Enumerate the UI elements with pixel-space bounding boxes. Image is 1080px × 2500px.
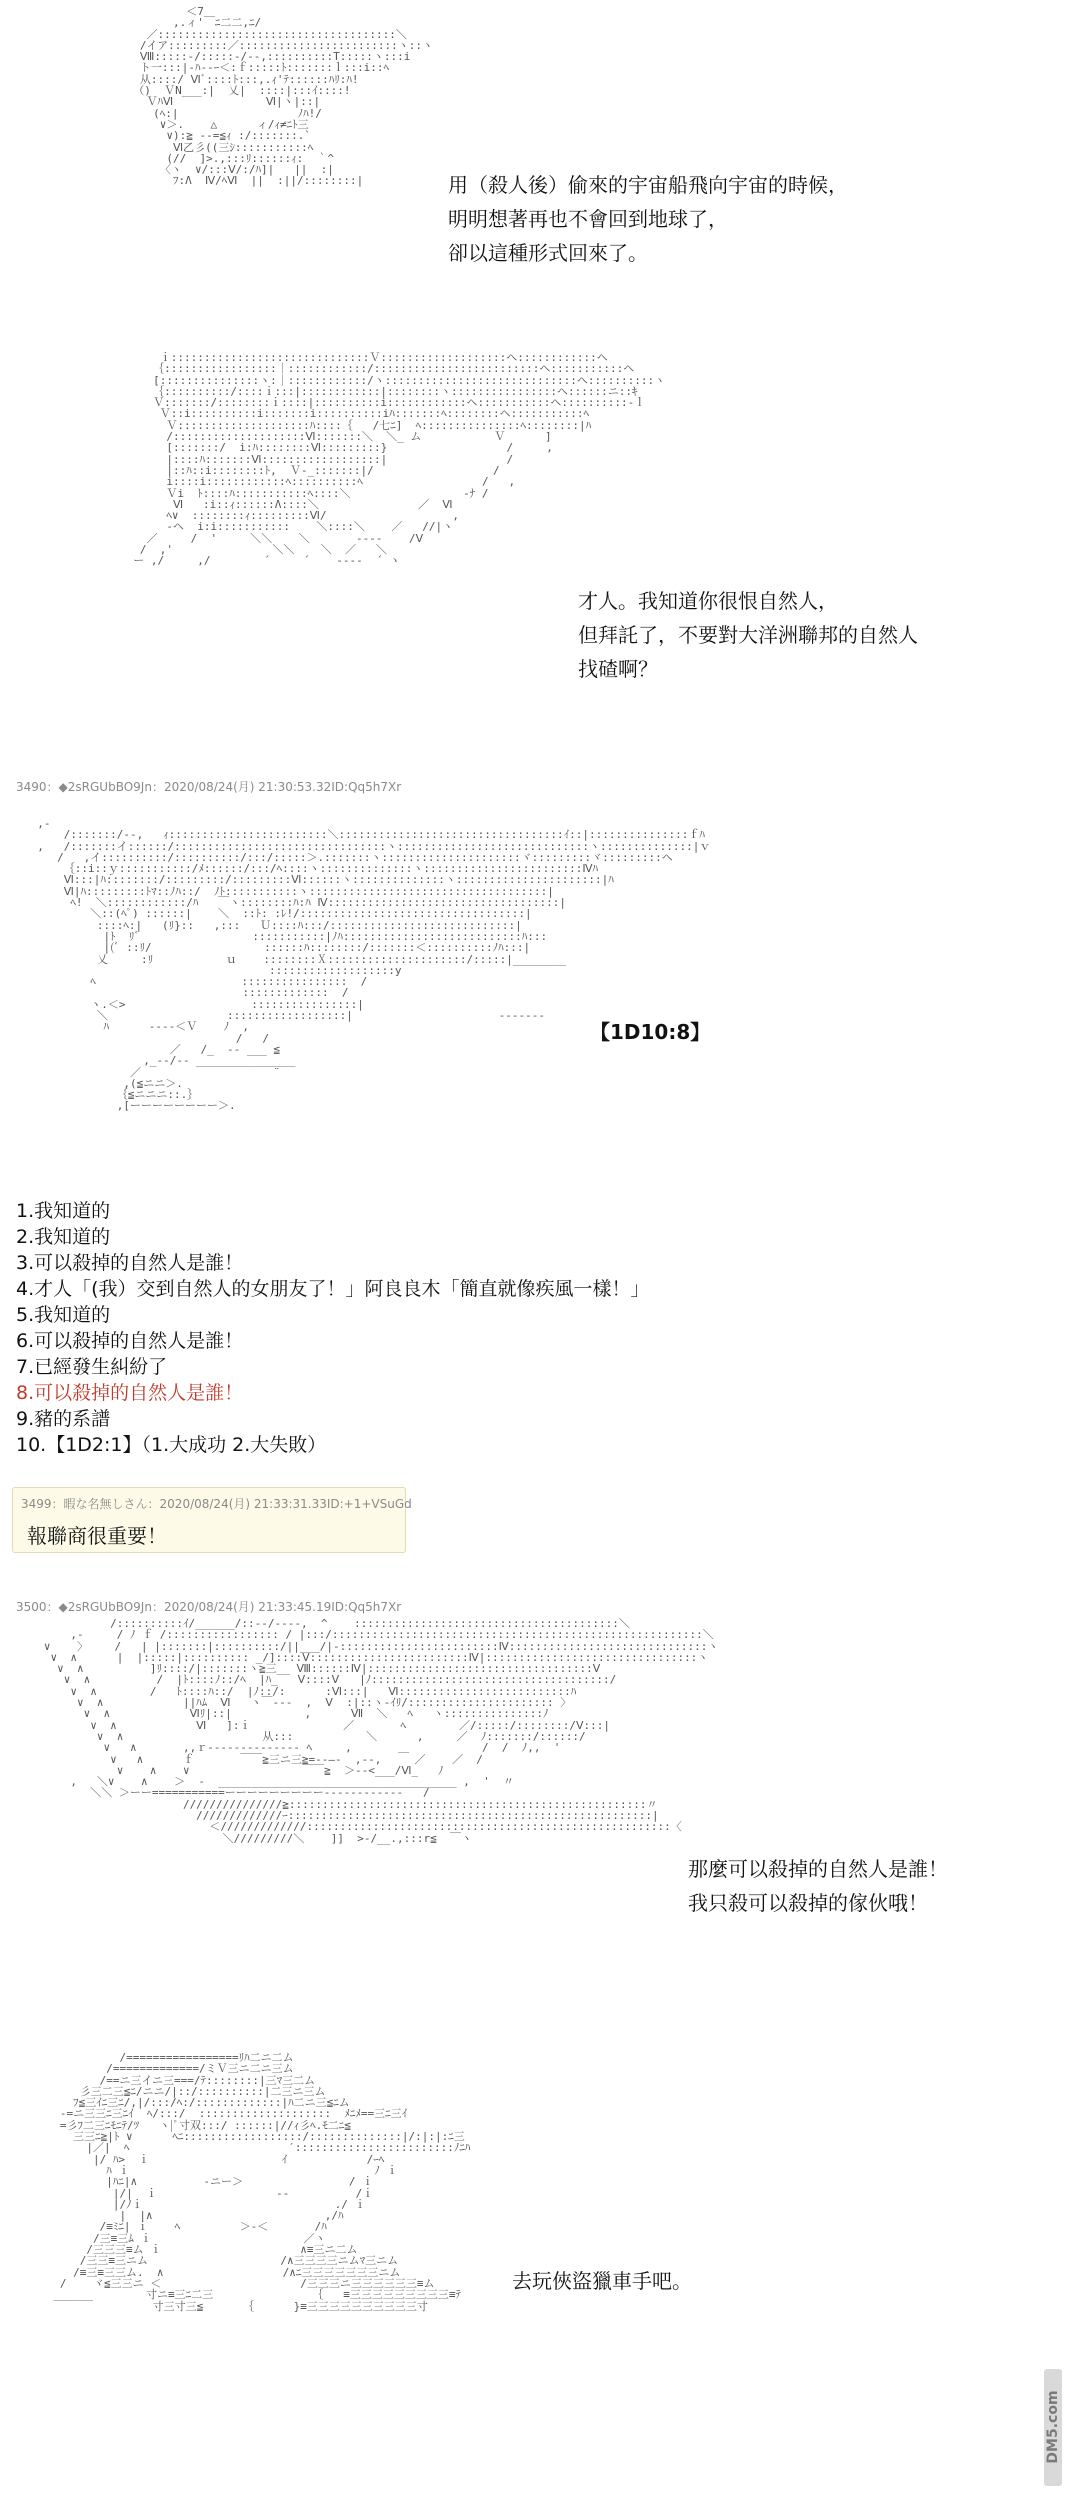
dm5-watermark-logo — [1038, 2365, 1068, 2490]
ascii-art-2: ｉ::::::::::::::::::::::::::::::Ｖ:::::::::::::::::::ヘ::::::::::::ヘ ｛:::::::::::::::::｜::::::::::::/:::::::::::::::::::::::::ヘ:::::::::::ヘ [:::::::::::::::ヽ:｜::::::::::::/ヽ:::::::::::::::::::::::::::::ヘ::::::::::ヽ ｛::::::::::/::::ｉ:::|::::::::::::|::::::::ヽ::::::::::::::::ヘ::::::ニ::ｷ Ｖ:::::::/::::::::ｉ::::|::::::::::i::::::::::::ヘ:::::::::::ヘ::::::::::-ｌ Ｖ::i::::::::::i:::::::i::::::::::iﾊ:::::::ﾍ::::::::ヘ:::::::::::ﾍ Ｖ::::::::::::::::::::ﾊ::::｛ /七ﾆ] ﾍ:::::::::::::::ﾍ::::::::|ﾊ /::::::::::::::::::::Ⅵ:::::::＼ ＼_ ム Ｖ ] [:::::::/ i:ﾊ::::::::Ⅵ:::::::::} / , |::::ﾊ:::::::Ⅵ::::::::::::::::::| / |::ﾊ::i::::::::ﾄ, Ｖ-_:::::::|/ / i::::i::::::::::::ﾍ::::::::::ﾍ / , Ｖi ﾄ::::ﾊ:::::::::::ﾍ::::＼ -ﾅ / Ⅵ :i::ｨ::::::Λ::::＼ ／ Ⅵ ﾍ∨ ::::::::ｨ:::::::::Ⅵ/ , -ヘ i:i::::::::::: ＼::::＼ ／ //|ヽ ／ / ' ＼＼ ＼ ---- /Ⅴ / ,' ＼＼ ＼ ／ ＼ ー ,/ ,/ ´ ´ ‐‐-- ´ ヽ — [133, 351, 666, 568]
ascii-art-1: ＜7 ,.ィ'￣ﾆ二二,ﾆ/ ／::::::::::::::::::::::::::::::::::::＼ /イア:::::::::／::::::::::::::::::::::::ヽ::ヽ Ⅷ:::::-/:::::-/--,::::::::::T:::::ヽ:::i ト一:::|-ﾊ--ｰ＜:ｆ:::::ﾄ:::::::ｌ:::i::ﾍ 从::::/ Ⅵﾞ::::ﾄ:::,.ｨ'ﾃ::::::ﾊﾘ:ﾊ! （) ＶN___:| 乂| ::::|:::ｲ::::! ＶﾊⅥ Ⅵ|ヽ|::| (ﾍ:| ﾉﾊ!/ ∨＞. △ ィ/ｨ≠ﾆﾄ三 ∨):≧ ‐‐=≦ｨ :/:::::::.` Ⅵ乙彡((三ｼ:::::::::::ﾍ (// ]>.,:::ﾘ::::::ｨ: ｀^ 〈ヽ ∨/:::Ⅴ/:/ﾊ]| || :| ﾌ:Λ Ⅳ/ﾍⅥ || :||/::::::::| — [133, 5, 433, 188]
speech-line: 去玩俠盜獵車手吧。 — [512, 2269, 692, 2293]
ascii-art-4: /::::::::::ｲ/______/::--/----, ^ ::::::::::::::::::::::::::::::::::::::::＼ ,- / ﾉ ｆ /::::::::::::::::: / |:::/::::::::::::::::::::::::::::::::::::::::::::::::::::::::＼ ∨ 〉 / | |:::::::|::::::::::/||___/|-::::::::::::::::::::::::Ⅳ::::::::::::::::::::::::::::::ヽ ∨ ∧ | |:::::|:::::::::: _/]::::Ⅴ::::::::::::::::::::::::Ⅳ|::::::::::::::::::::::::::::::::ヽ ∨ ∧ ]ﾘ::::/|:::::::ヽ≧三__ Ⅷ::::::Ⅳ|::::::::::::::::::::::::::::::::::Ⅴ ∨ ∧ / |ﾄ::::ﾉ::/ﾍ |ﾊ_ Ⅴ::::Ⅴ |ﾉ::::::::::::::::::::::::::::::::::::/ ∨ ∧ / ﾄ::::ﾊ::/ |ﾉ::/: :Ⅵ:::| Ⅵ::::::::::::::::::::::::::ﾊ ∨ ∧ ||ﾊﾑ Ⅵ ヽ￣-‐‐ , Ⅴ :|::ヽ-ｲﾘ/:::::::::::::::::::::: 〉 ∨ ∧ Ⅵﾘ|::| , Ⅶ ＼ ﾍ ヽ:::::::::::::::ﾉ ∨ ∧ Ⅵ ]:ｉ ／ ﾍ ／/:::::/::::::::/Ⅴ:::| ∨ ∧ 从::: ＼ , ／ ﾉ:::::::/::::::/ ∨ ∧ ,,ｒ----‐‐-----‐‐‐ ﾍ , ＿ / / ﾉ,, ' ∨ ∧ ｆ ￣￣≧三ニ三≧=-‐―- ,‐‐, ／ ／ / ∨ ∧ ∨ ￣￣≧ ＞-‐<___/Ⅵ_ ﾉ , ＼∨ ∧ ＞ - ____________________________________ , ' 〃 ＼＼ ＞ーー===========ーーーーーーーーー‐‐‐‐-----‐‐‐ / ///////////////≧::::::::::::::::::::::::::::::::::::::::::::::::::::::〃 /////////////ｰ:::::::::::::::::::::::::::::::::::::::::::::::::::::::| ＜/////////////:::::::::::::::::::::::::::::::::::::::::::::::::::::::〈 ＼/////////＼ ]] >-/__.,:::r≦ ￣ヽ — [43, 1617, 719, 1845]
speech-line: 找碴啊？ — [578, 657, 658, 681]
choice-item: 9.豬的系譜 — [16, 1408, 111, 1430]
choice-item: 1.我知道的 — [16, 1200, 111, 1222]
reply-header: 3499：暇な名無しさん：2020/08/24(月) 21:33:31.33ID:+1+VSuGd — [21, 1497, 412, 1511]
ascii-art-3: ,- /:::::::/--, ｨ::::::::::::::::::::::::＼::::::::::::::::::::::::::::::::::ｲ::|:::::::::::::::ｆﾊ , /:::::::イ::::::/::::::::::::::::::::::::::::::::ヽ:::::::::::::::::::::::::::::ヽ::::::::::::::|ｖ / ,イ::::::::::/::::::::::/:::/:::::＞.:::::::ヽ:::::::::::::::::::::ヾ:::::::::ヾ:::::::::ヘ ｛::i::ｙ:::::::::::/ﾒ::::::/:::/ﾍ::::ヽ::::::::::::::ヽ::::::::::::::::::::::::Ⅳﾊ Ⅵ:::|ﾊ::::::::/:::::::::/:::::::::Ⅵ::::::ヽ::::::::::::::ヽ::::::::::::::::::::::|ﾊ Ⅵ|ﾊ:::::::::ﾄﾏ::ﾉﾊ::/ ﾉﾄ:::::::::::ヽ::::::::::::::::::::::::::::::::::::| ﾍ! ＼::::::::::::/ﾊ ￣ヽ::::::::ﾊ:ﾊ Ⅳ:::::::::::::::::::::::::::::::::::| ＼::(ﾍﾟ) ::::::| ＼ ::ﾄ: :ﾚ!/::::::::::::::::::::::::::::::::::| ::::ﾍ:| (ﾘ}:: ,::: Ｕ::::ﾊ:::/::::::::::::::::::::::::::::| |ﾄ ﾘﾞ :::::::::::|ﾉﾊ:::::::::::::::::::::::::::ﾊ::: |(ﾞ ::ﾘ/ ::::::ﾊ::::::::/:::::::＜::::::::::ﾉﾊ:::| 乂 :ﾘ ｕ ::::::::Ⅹ:::::::::::::::::::::/:::::|________ :::::::::::::::::::y ﾍ :::::::::::::::: / ::::::::::::: / ヽ.＜> ::::::::::::::::| ＼ ::::::::::::::::::| ‐‐----- ﾊ ‐‐--＜Ｖ ﾉ , / / ／ /_ ‐‐ ___ ≦ ,_--/‐‐ _______________ ／ ¨ ,(≦ニニ＞. ｛≦ニニニ::.｝ ,[ーーーーーーーー＞. — [37, 817, 711, 1113]
speech-line: 用（殺人後）偷來的宇宙船飛向宇宙的時候， — [448, 173, 848, 197]
post-header-3500: 3500：◆2sRGUbBO9Jn：2020/08/24(月) 21:33:45.19ID:Qq5h7Xr — [16, 1600, 402, 1614]
post-header-3490: 3490：◆2sRGUbBO9Jn：2020/08/24(月) 21:30:53.32ID:Qq5h7Xr — [16, 780, 402, 794]
choice-item: 4.才人「(我）交到自然人的女朋友了！」阿良良木「簡直就像疾風一樣！」 — [16, 1278, 650, 1300]
choice-item: 5.我知道的 — [16, 1304, 111, 1326]
choice-list — [16, 1198, 650, 1458]
speech-line: 卻以這種形式回來了。 — [448, 241, 648, 265]
reply-post-3499 — [12, 1487, 412, 1553]
speech-text-2 — [578, 584, 918, 686]
reply-body: 報聯商很重要！ — [27, 1524, 167, 1548]
speech-text-3 — [688, 1852, 948, 1920]
choice-item: 2.我知道的 — [16, 1226, 111, 1248]
speech-text-4 — [512, 2264, 692, 2298]
choice-item: 10.【1D2:1】（1.大成功 2.大失敗） — [16, 1434, 327, 1456]
ascii-art-5: /=================ﾘﾊ二ニ二ム /=============/ミＶ三ニ二ニ三ム /==ニ三イニ三===/ﾃ::::::::|三ﾏ三二ム 彡三二三≦ﾆ/ニニ/|::/::::::::::|二三ニ三ム ﾌ≦三ｲﾆ三ﾆ/,|/:::/ﾍ:/:::::::::::::|ﾊ二ニ三≦ﾆム -=ニ三三ﾆ三ﾆｲ ﾍ/:::/ :::::::::::::::::::: ﾒﾆﾒ==三ﾆ三ｲ =彡ﾌ二三ﾆﾓﾆﾃ/ﾂ ヽ|ﾟ寸双:::/ ::::::|//ｨ彡ﾍ.ﾓ二ﾆ≦ 三三ﾆ≧|ﾄ ∨ ﾍﾆ::::::::::::::::::/::::::::::::::|/:|:|:ﾆ三 |／| ﾍ ′::::::::::::::::::::::::ﾉﾆﾊ |/ ﾊ> ｉ ｲ /ｰﾍ ﾊ ｉ ﾉ ｉ |ﾊﾆ|∧ ‐ニー＞ / ｉ |/| ｉ -‐ /ｉ |/ﾉｉ ./ ｉ | |∧ ,/ﾊ /≡ﾐﾆ| ｉ ﾍ ＞-＜ /ﾊ /三≡三ﾑ ｉ ／ヽ /三三三≡ム ｉ ∧≡三ニ二ム /三三≡三ニム /∧三三三三ニムﾏ三ニム /≡三≡三三ム. ∧ /∧ﾆ三三三三三三三ニム / ヾ≦三三ニ ＜ /三三三ニ三三三三三三≡ム ______ 寸ニ≡三ﾆ二三 ｛ ≡三三三三三三三三三≡ﾃ 寸三寸三≦ ｛ }≡三三三三三三三三三三寸 — [53, 2051, 471, 2313]
watermark-text: DM5.com — [1045, 2390, 1061, 2464]
choice-item: 6.可以殺掉的自然人是誰！ — [16, 1330, 244, 1352]
dice-result: 【1D10:8】 — [590, 1020, 711, 1044]
choice-item: 7.已經發生糾紛了 — [16, 1356, 168, 1378]
speech-line: 明明想著再也不會回到地球了， — [448, 207, 728, 231]
speech-line: 才人。我知道你很恨自然人， — [578, 589, 838, 613]
speech-text-1 — [448, 168, 848, 270]
speech-line: 我只殺可以殺掉的傢伙哦！ — [688, 1891, 928, 1915]
choice-item: 3.可以殺掉的自然人是誰！ — [16, 1252, 244, 1274]
choice-item-highlighted: 8.可以殺掉的自然人是誰！ — [16, 1382, 244, 1404]
speech-line: 但拜託了，不要對大洋洲聯邦的自然人 — [578, 623, 918, 647]
speech-line: 那麼可以殺掉的自然人是誰！ — [688, 1857, 948, 1881]
